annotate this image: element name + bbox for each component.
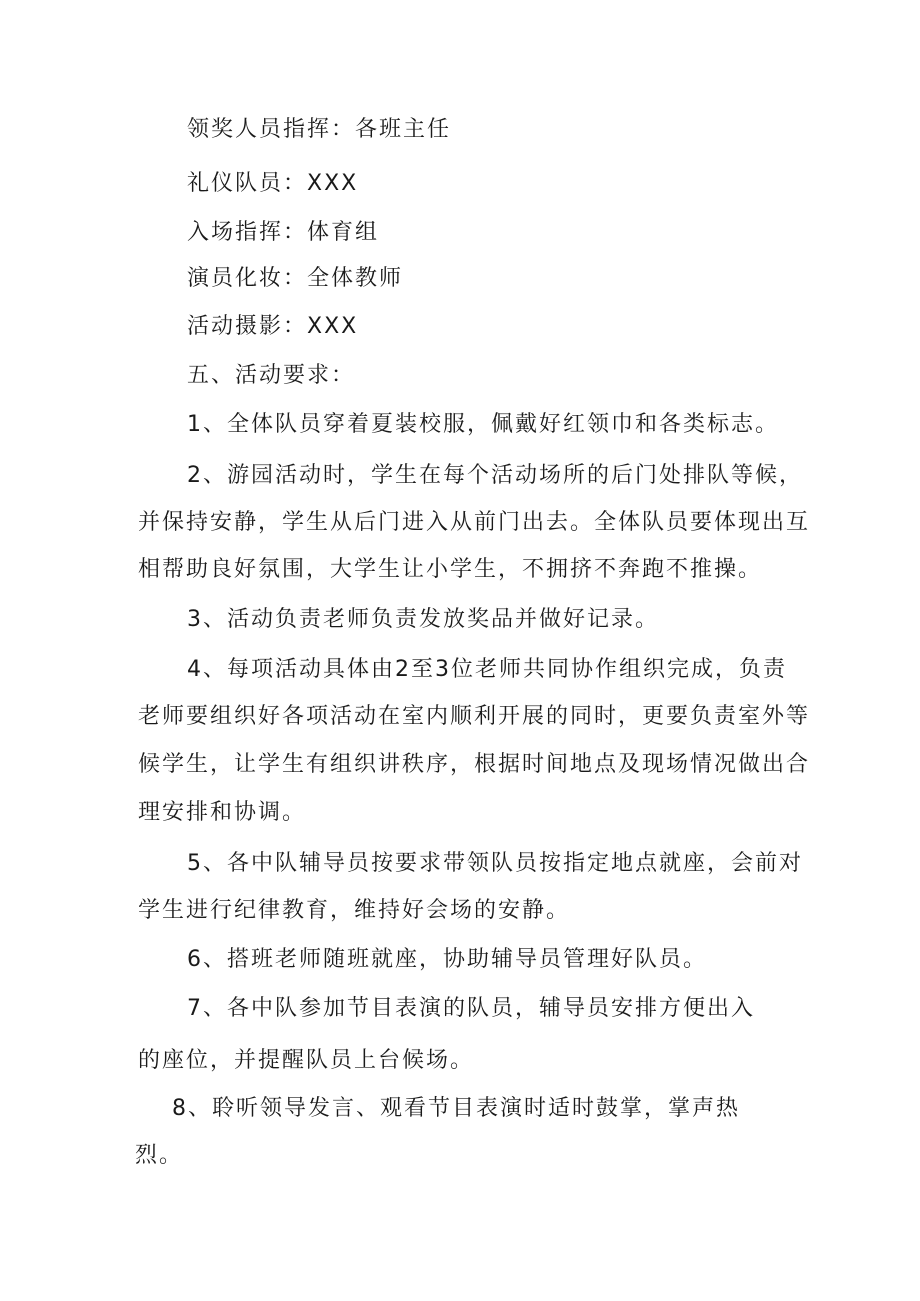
paragraph-7-line-1: 7、各中队参加节目表演的队员，辅导员安排方便出入 xyxy=(187,996,755,1021)
paragraph-4-line-4: 理安排和协调。 xyxy=(138,800,307,825)
paragraph-2-line-2: 并保持安静，学生从后门进入从前门出去。全体队员要体现出互 xyxy=(138,510,811,535)
text-line-makeup: 演员化妆：全体教师 xyxy=(187,266,404,291)
paragraph-4-line-2: 老师要组织好各项活动在室内顺利开展的同时，更要负责室外等 xyxy=(138,704,811,729)
paragraph-5-line-1: 5、各中队辅导员按要求带领队员按指定地点就座，会前对 xyxy=(187,851,803,876)
section-heading-requirements: 五、活动要求： xyxy=(187,363,356,388)
text-line-entry-director: 入场指挥：体育组 xyxy=(187,220,380,245)
paragraph-2-line-3: 相帮助良好氛围，大学生让小学生，不拥挤不奔跑不推操。 xyxy=(138,557,763,582)
paragraph-8-line-2: 烈。 xyxy=(135,1143,184,1168)
paragraph-1-line-1: 1、全体队员穿着夏装校服，佩戴好红领巾和各类标志。 xyxy=(187,412,779,437)
text-line-awards-director: 领奖人员指挥：各班主任 xyxy=(187,117,452,142)
paragraph-5-line-2: 学生进行纪律教育，维持好会场的安静。 xyxy=(138,898,571,923)
text-line-etiquette-team: 礼仪队员：XXX xyxy=(187,171,359,196)
text-line-photography: 活动摄影：XXX xyxy=(187,314,359,339)
paragraph-4-line-3: 候学生，让学生有组织讲秩序，根据时间地点及现场情况做出合 xyxy=(138,752,811,777)
paragraph-3-line-1: 3、活动负责老师负责发放奖品并做好记录。 xyxy=(187,607,659,632)
paragraph-7-line-2: 的座位，并提醒队员上台候场。 xyxy=(138,1048,475,1073)
paragraph-4-line-1: 4、每项活动具体由2至3位老师共同协作组织完成，负责 xyxy=(187,657,787,682)
paragraph-2-line-1: 2、游园活动时，学生在每个活动场所的后门处排队等候， xyxy=(187,463,803,488)
paragraph-8-line-1: 8、聆听领导发言、观看节目表演时适时鼓掌，掌声热 xyxy=(172,1096,740,1121)
paragraph-6-line-1: 6、搭班老师随班就座，协助辅导员管理好队员。 xyxy=(187,947,707,972)
